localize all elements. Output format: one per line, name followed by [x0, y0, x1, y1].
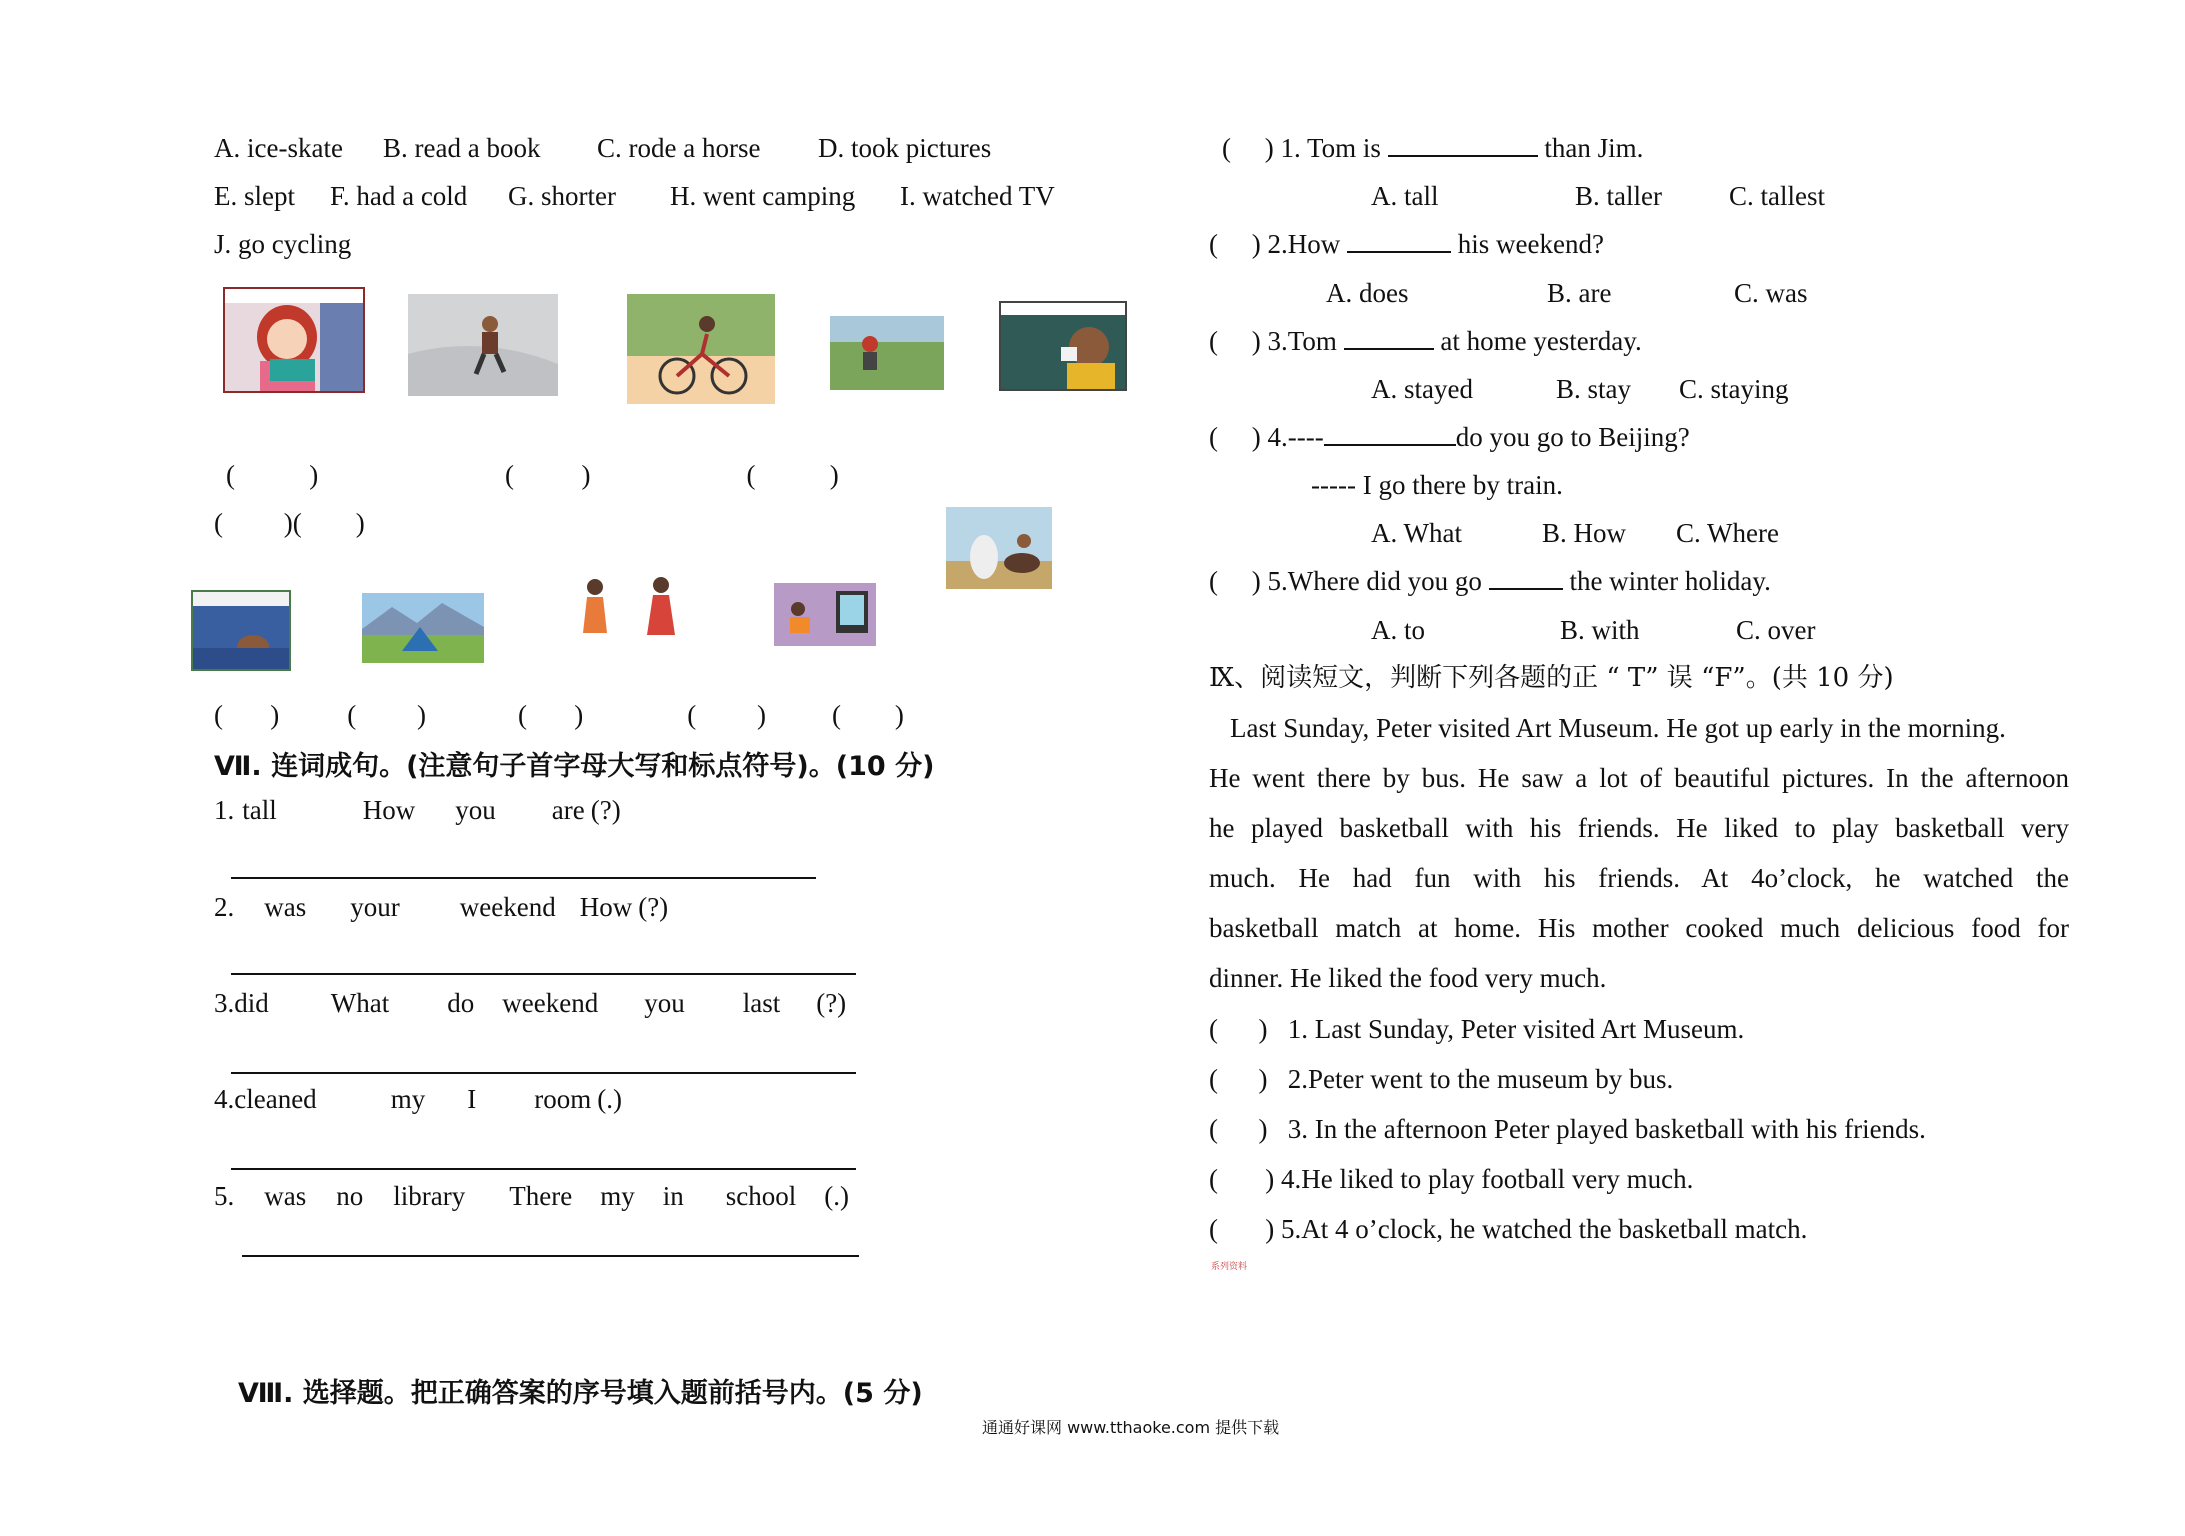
tiny-note: 系列资料: [1211, 1262, 1248, 1272]
bracket-4[interactable]: ( ): [214, 508, 293, 538]
answer-line-1[interactable]: [231, 877, 816, 879]
section8-title: Ⅷ. 选择题。把正确答案的序号填入题前括号内。(5 分): [238, 1378, 923, 1409]
bracket-10[interactable]: ( ): [831, 700, 904, 730]
bracket-9[interactable]: ( ): [687, 700, 766, 730]
option-h: H. went camping: [670, 181, 856, 211]
bracket-1[interactable]: ( ): [226, 460, 319, 490]
passage-line-6: dinner. He liked the food very much.: [1209, 963, 1607, 993]
section7-title: Ⅶ. 连词成句。(注意句子首字母大写和标点符号)。(10 分): [214, 751, 935, 782]
option-d: D. took pictures: [818, 133, 992, 163]
picture-taking-pictures: [830, 316, 944, 390]
q5-opt-b: B. with: [1560, 615, 1640, 645]
q4-stem: ( ) 4.---- do you go to Beijing?: [1209, 422, 1690, 452]
tf-bracket-5[interactable]: ( ): [1209, 1214, 1275, 1244]
picture-slept: [191, 590, 291, 671]
bracket-6[interactable]: ( ): [214, 700, 280, 730]
sentence-1: 1. tall How you are (?): [214, 795, 621, 825]
tf-bracket-3[interactable]: ( ): [1209, 1114, 1268, 1144]
q3-opt-c: C. staying: [1679, 374, 1789, 404]
q1-opt-b: B. taller: [1575, 181, 1662, 211]
passage-line-2: He went there by bus. He saw a lot of beautiful pictures. In the afternoon: [1209, 763, 2069, 793]
tf-item-4: ( ) 4.He liked to play football very much.: [1209, 1164, 1694, 1194]
answer-line-4[interactable]: [231, 1168, 856, 1170]
tf-item-5: ( ) 5.At 4 o’clock, he watched the basketball match.: [1209, 1214, 1808, 1244]
sentence-2: 2. was your weekend How (?): [214, 892, 669, 922]
q1-opt-a: A. tall: [1371, 181, 1439, 211]
answer-line-5[interactable]: [242, 1255, 859, 1257]
answer-brackets-row1: [226, 458, 839, 492]
option-c: C. rode a horse: [597, 133, 761, 163]
q2-blank[interactable]: [1347, 227, 1451, 253]
picture-ice-skating: [408, 294, 558, 396]
q1-blank[interactable]: [1388, 131, 1538, 157]
sentence-3: 3.did What do weekend you last (?): [214, 988, 847, 1018]
option-b: B. read a book: [383, 133, 541, 163]
q3-opt-b: B. stay: [1556, 374, 1632, 404]
answer-brackets-row2: [214, 698, 904, 732]
q1-stem: ( ) 1. Tom is than Jim.: [1222, 133, 1644, 163]
option-a: A. ice-skate: [214, 133, 343, 163]
bracket-5[interactable]: ( ): [292, 508, 365, 538]
picture-girl-reading: [223, 287, 365, 393]
option-e: E. slept: [214, 181, 295, 211]
option-i: I. watched TV: [900, 181, 1055, 211]
q3-opt-a: A. stayed: [1371, 374, 1473, 404]
option-g: G. shorter: [508, 181, 616, 211]
picture-had-a-cold: [999, 301, 1127, 391]
q4-blank[interactable]: [1324, 420, 1456, 446]
picture-watched-tv: [774, 583, 876, 646]
bracket-7[interactable]: ( ): [347, 700, 426, 730]
bracket-8[interactable]: ( ): [517, 700, 584, 730]
tf-item-1: ( ) 1. Last Sunday, Peter visited Art Museum.: [1209, 1014, 1745, 1044]
q2-opt-a: A. does: [1326, 278, 1409, 308]
picture-went-camping: [362, 593, 484, 663]
tf-item-2: ( ) 2.Peter went to the museum by bus.: [1209, 1064, 1674, 1094]
q3-stem: ( ) 3.Tom at home yesterday.: [1209, 326, 1642, 356]
tf-bracket-4[interactable]: ( ): [1209, 1164, 1275, 1194]
picture-cycling: [627, 294, 775, 404]
picture-riding-horse: [946, 507, 1052, 589]
q5-opt-c: C. over: [1736, 615, 1816, 645]
tf-bracket-1[interactable]: ( ): [1209, 1014, 1268, 1044]
answer-brackets-row1b: [214, 506, 365, 540]
q3-blank[interactable]: [1344, 324, 1434, 350]
option-j: J. go cycling: [214, 229, 352, 259]
sentence-4: 4.cleaned my I room (.): [214, 1084, 622, 1114]
bracket-3[interactable]: ( ): [746, 460, 839, 490]
q2-opt-b: B. are: [1547, 278, 1612, 308]
bracket-2[interactable]: ( ): [505, 460, 591, 490]
q2-stem: ( ) 2.How his weekend?: [1209, 229, 1604, 259]
passage-line-3: he played basketball with his friends. He liked to play basketball very: [1209, 813, 2069, 843]
page-footer: 通通好课网 www.tthaoke.com 提供下载: [982, 1418, 1280, 1437]
q4-opt-a: A. What: [1371, 518, 1462, 548]
q5-blank[interactable]: [1489, 564, 1563, 590]
q4-answer: ----- I go there by train.: [1311, 470, 1563, 500]
answer-line-3[interactable]: [231, 1072, 856, 1074]
q4-opt-b: B. How: [1542, 518, 1627, 548]
tf-item-3: ( ) 3. In the afternoon Peter played basketball with his friends.: [1209, 1114, 1926, 1144]
passage-line-5: basketball match at home. His mother cooked much delicious food for: [1209, 913, 2069, 943]
section9-title: Ⅸ、阅读短文，判断下列各题的正 “ T” 误 “F”。(共 10 分): [1209, 663, 1894, 693]
q5-opt-a: A. to: [1371, 615, 1425, 645]
passage-line-1: Last Sunday, Peter visited Art Museum. He got up early in the morning.: [1230, 713, 2006, 743]
tf-bracket-2[interactable]: ( ): [1209, 1064, 1268, 1094]
sentence-5: 5. was no library There my in school (.): [214, 1181, 849, 1211]
answer-line-2[interactable]: [231, 973, 856, 975]
passage-line-4: much. He had fun with his friends. At 4o’clock, he watched the: [1209, 863, 2069, 893]
q4-opt-c: C. Where: [1676, 518, 1779, 548]
q1-opt-c: C. tallest: [1729, 181, 1825, 211]
picture-shorter: [577, 573, 689, 673]
option-f: F. had a cold: [330, 181, 468, 211]
q2-opt-c: C. was: [1734, 278, 1808, 308]
q5-stem: ( ) 5.Where did you go the winter holiday.: [1209, 566, 1771, 596]
